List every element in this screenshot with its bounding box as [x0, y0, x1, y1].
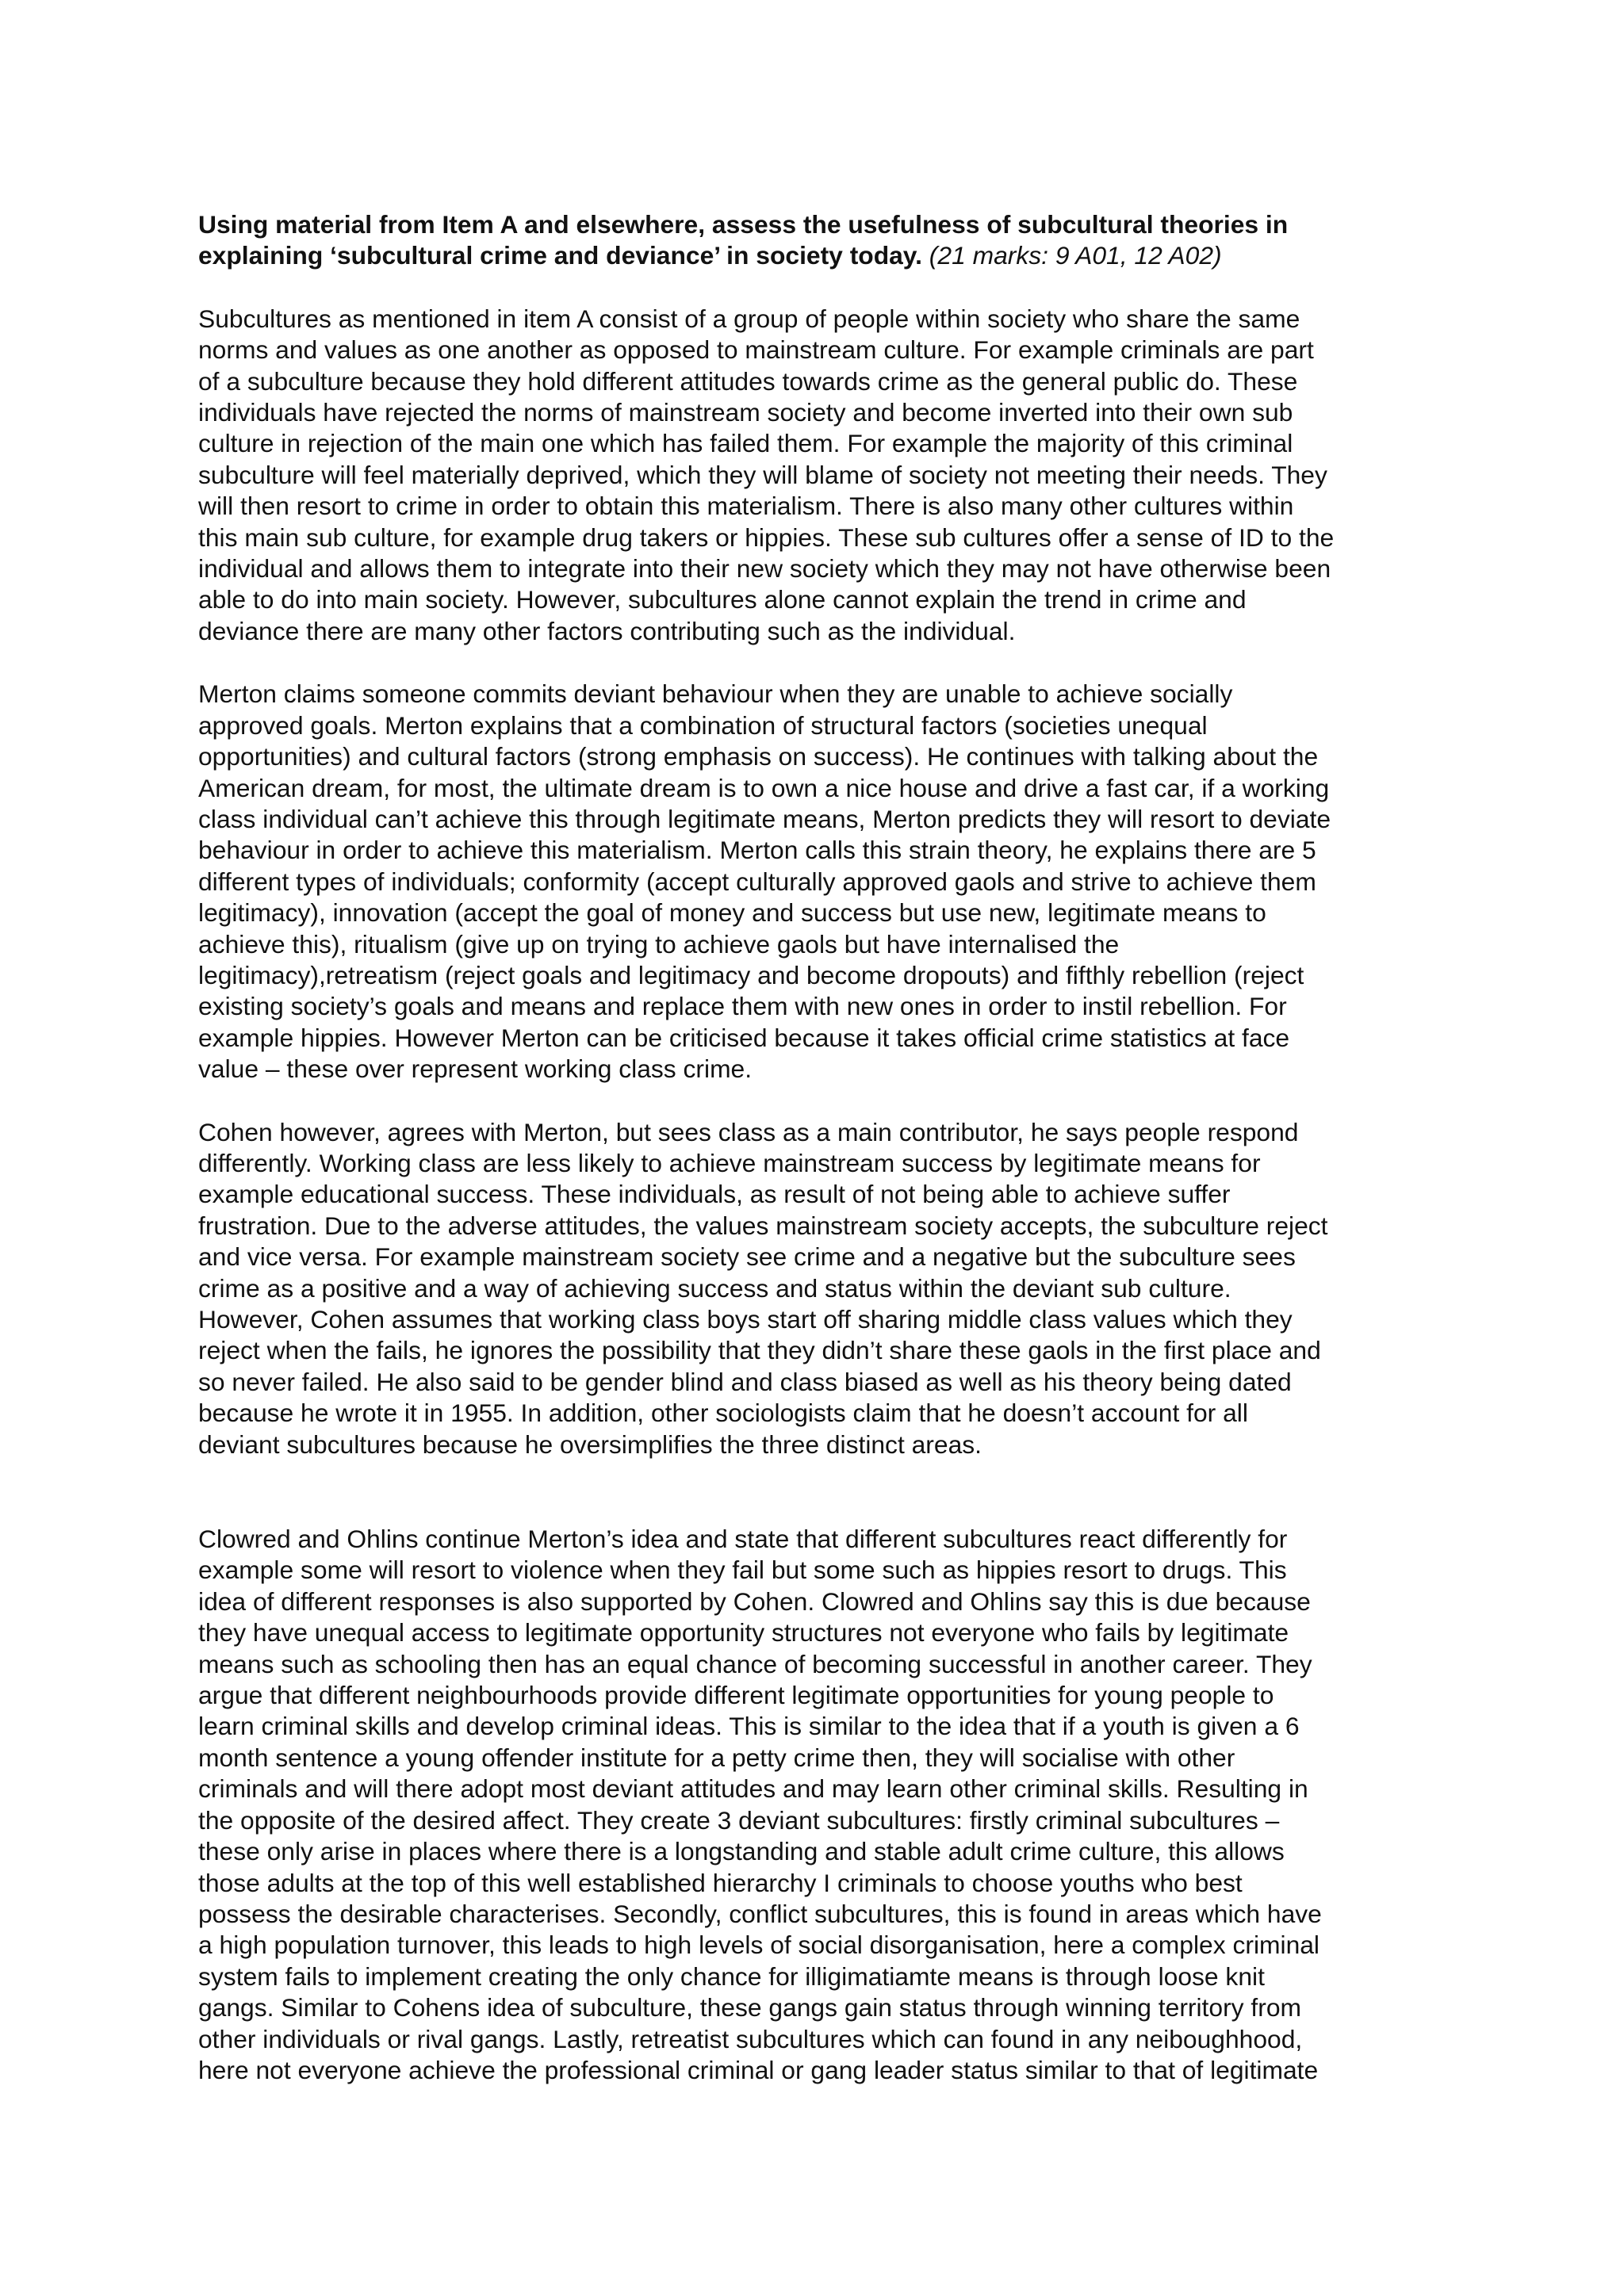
paragraph-line: frustration. Due to the adverse attitudes, the values mainstream society accepts, the subculture reject — [198, 1211, 1328, 1240]
essay-paragraph — [198, 1524, 1443, 2086]
essay-paragraph — [198, 679, 1443, 1085]
paragraph-line: deviant subcultures because he oversimplifies the three distinct areas. — [198, 1429, 982, 1459]
paragraph-line: other individuals or rival gangs. Lastly, retreatist subcultures which can found in any neiboughhood, — [198, 2024, 1303, 2053]
paragraph-line: different types of individuals; conformity (accept culturally approved gaols and strive to achieve them — [198, 867, 1316, 896]
paragraph-line: system fails to implement creating the only chance for illigimatiamte means is through loose knit — [198, 1961, 1265, 1991]
paragraph-line: criminals and will there adopt most deviant attitudes and may learn other criminal skills. Resulting in — [198, 1774, 1308, 1804]
paragraph-line: because he wrote it in 1955. In addition, other sociologists claim that he doesn’t account for all — [198, 1399, 1248, 1428]
paragraph-line: Subcultures as mentioned in item A consist of a group of people within society who share the same — [198, 304, 1300, 333]
paragraph-line: opportunities) and cultural factors (strong emphasis on success). He continues with talking about the — [198, 742, 1319, 771]
paragraph-line: example educational success. These individuals, as result of not being able to achieve suffer — [198, 1180, 1231, 1209]
paragraph-line: so never failed. He also said to be gender blind and class biased as well as his theory being dated — [198, 1367, 1292, 1396]
paragraph-line: existing society’s goals and means and replace them with new ones in order to instil rebellion. For — [198, 992, 1287, 1021]
paragraph-line: and vice versa. For example mainstream society see crime and a negative but the subculture sees — [198, 1242, 1296, 1272]
paragraph-line: possess the desirable characterises. Secondly, conflict subcultures, this is found in areas which have — [198, 1899, 1322, 1928]
paragraph-line: this main sub culture, for example drug takers or hippies. These sub cultures offer a sense of ID to the — [198, 522, 1335, 552]
paragraph-line: legitimacy),retreatism (reject goals and legitimacy and become dropouts) and fifthly rebellion (reject — [198, 960, 1304, 989]
paragraph-line: a high population turnover, this leads to high levels of social disorganisation, here a complex criminal — [198, 1931, 1320, 1960]
paragraph-line: norms and values as one another as opposed to mainstream culture. For example criminals are part — [198, 335, 1314, 365]
question-line — [198, 240, 1443, 271]
paragraph-line: will then resort to crime in order to obtain this materialism. There is also many other cultures within — [198, 492, 1294, 521]
paragraph-line: class individual can’t achieve this through legitimate means, Merton predicts they will resort to deviate — [198, 804, 1331, 833]
paragraph-line: legitimacy), innovation (accept the goal of money and success but use new, legitimate means to — [198, 898, 1266, 928]
essay-body — [198, 304, 1443, 2087]
paragraph-line: American dream, for most, the ultimate dream is to own a nice house and drive a fast car, if a working — [198, 773, 1330, 802]
paragraph-line: here not everyone achieve the professional criminal or gang leader status similar to that of legitimate — [198, 2055, 1319, 2084]
essay-question — [198, 209, 1443, 272]
paragraph-line: learn criminal skills and develop criminal ideas. This is similar to the idea that if a youth is given a 6 — [198, 1712, 1300, 1741]
paragraph-line: However, Cohen assumes that working class boys start off sharing middle class values which they — [198, 1305, 1293, 1334]
paragraph-line: Merton claims someone commits deviant behaviour when they are unable to achieve socially — [198, 679, 1233, 709]
paragraph-line: gangs. Similar to Cohens idea of subculture, these gangs gain status through winning territory from — [198, 1993, 1301, 2022]
question-text: explaining ‘subcultural crime and deviance’ in society today. — [198, 241, 922, 270]
essay-paragraph — [198, 1117, 1443, 1460]
paragraph-line: these only arise in places where there is a longstanding and stable adult crime culture, this allows — [198, 1837, 1285, 1866]
essay-paragraph — [198, 304, 1443, 647]
question-text: Using material from Item A and elsewhere, assess the usefulness of subcultural theories in — [198, 210, 1289, 239]
paragraph-line: differently. Working class are less likely to achieve mainstream success by legitimate means for — [198, 1148, 1261, 1177]
paragraph-line: approved goals. Merton explains that a combination of structural factors (societies unequal — [198, 710, 1208, 740]
paragraph-line: crime as a positive and a way of achieving success and status within the deviant sub culture. — [198, 1273, 1231, 1303]
paragraph-line: behaviour in order to achieve this materialism. Merton calls this strain theory, he explains there are 5 — [198, 836, 1316, 865]
paragraph-line: deviance there are many other factors contributing such as the individual. — [198, 616, 1016, 645]
paragraph-line: individuals have rejected the norms of mainstream society and become inverted into their own sub — [198, 398, 1293, 427]
paragraph-line: Clowred and Ohlins continue Merton’s idea and state that different subcultures react differently for — [198, 1525, 1288, 1554]
question-line — [198, 209, 1443, 240]
paragraph-line: Cohen however, agrees with Merton, but sees class as a main contributor, he says people respond — [198, 1117, 1299, 1146]
document-page — [198, 209, 1443, 2118]
paragraph-line: the opposite of the desired affect. They create 3 deviant subcultures: firstly criminal subcultures – — [198, 1805, 1280, 1835]
paragraph-line: idea of different responses is also supported by Cohen. Clowred and Ohlins say this is due because — [198, 1586, 1311, 1616]
paragraph-line: means such as schooling then has an equal chance of becoming successful in another career. They — [198, 1649, 1312, 1678]
paragraph-line: reject when the fails, he ignores the possibility that they didn’t share these gaols in the first place and — [198, 1336, 1321, 1365]
paragraph-line: argue that different neighbourhoods provide different legitimate opportunities for young people to — [198, 1681, 1274, 1710]
paragraph-line: month sentence a young offender institute for a petty crime then, they will socialise with other — [198, 1743, 1235, 1772]
paragraph-line: subculture will feel materially deprived, which they will blame of society not meeting their needs. They — [198, 460, 1327, 489]
paragraph-line: example hippies. However Merton can be criticised because it takes official crime statistics at face — [198, 1023, 1290, 1052]
paragraph-line: individual and allows them to integrate into their new society which they may not have otherwise been — [198, 554, 1331, 584]
question-marks: (21 marks: 9 A01, 12 A02) — [921, 241, 1222, 270]
paragraph-line: value – these over represent working class crime. — [198, 1054, 753, 1084]
paragraph-line: able to do into main society. However, subcultures alone cannot explain the trend in crime and — [198, 585, 1247, 614]
paragraph-line: those adults at the top of this well established hierarchy I criminals to choose youths who best — [198, 1868, 1243, 1897]
paragraph-line: achieve this), ritualism (give up on trying to achieve gaols but have internalised the — [198, 929, 1120, 959]
paragraph-line: culture in rejection of the main one which has failed them. For example the majority of this criminal — [198, 429, 1293, 458]
paragraph-line: they have unequal access to legitimate opportunity structures not everyone who fails by legitimate — [198, 1618, 1289, 1647]
paragraph-line: example some will resort to violence when they fail but some such as hippies resort to drugs. This — [198, 1556, 1287, 1585]
paragraph-line: of a subculture because they hold different attitudes towards crime as the general public do. These — [198, 366, 1298, 396]
